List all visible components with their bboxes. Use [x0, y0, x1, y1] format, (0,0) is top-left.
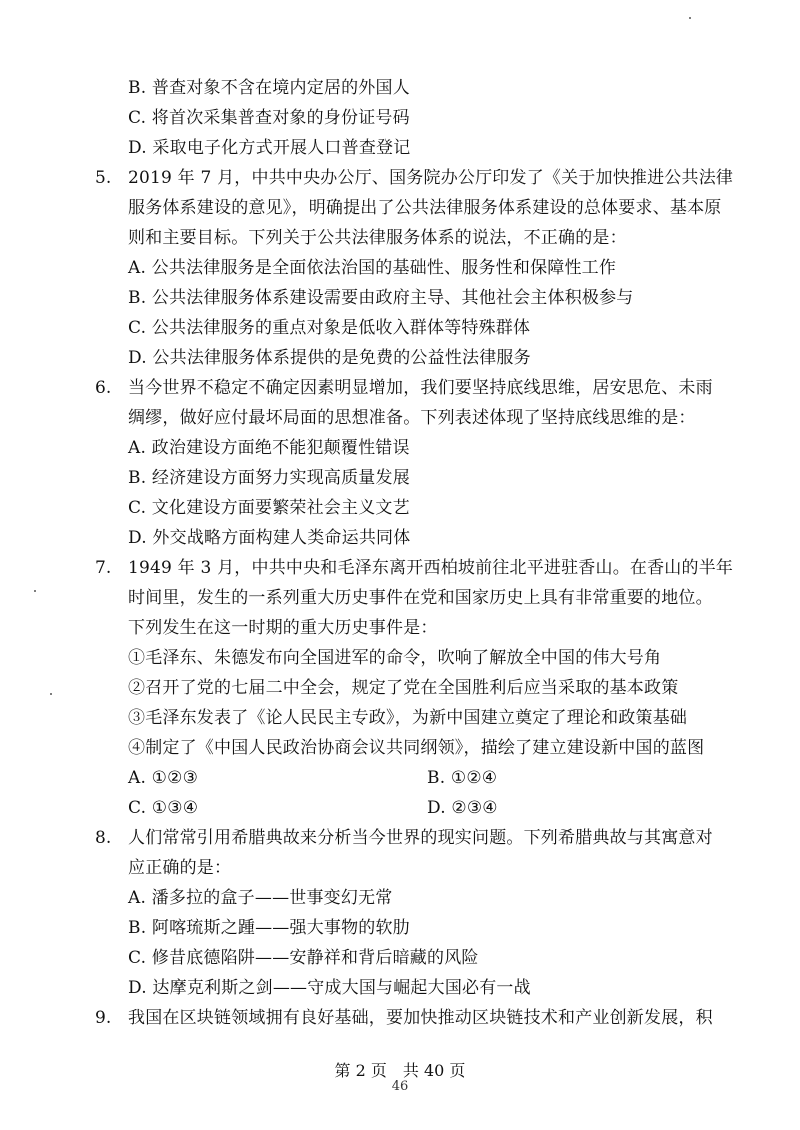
q7-stem-line-2: 时间里，发生的一系列重大历史事件在党和国家历史上具有非常重要的地位。 [128, 588, 713, 608]
q5-option-a: A. 公共法律服务是全面依法治国的基础性、服务性和保障性工作 [128, 258, 617, 278]
q7-item-1: ①毛泽东、朱德发布向全国进军的命令，吹响了解放全中国的伟大号角 [128, 648, 662, 668]
q7-option-c: C. ①③④ [128, 798, 199, 818]
q8-option-b: B. 阿喀琉斯之踵——强大事物的软肋 [128, 918, 410, 938]
q7-option-d: D. ②③④ [427, 798, 498, 818]
q4-option-d: D. 采取电子化方式开展人口普查登记 [128, 138, 411, 158]
q9-number: 9. [95, 1008, 112, 1028]
q8-number: 8. [95, 828, 112, 848]
q7-item-4: ④制定了《中国人民政治协商会议共同纲领》，描绘了建立建设新中国的蓝图 [128, 738, 705, 758]
q5-option-b: B. 公共法律服务体系建设需要由政府主导、其他社会主体积极参与 [128, 288, 634, 308]
q7-stem-line-3: 下列发生在这一时期的重大历史事件是： [128, 618, 438, 638]
q7-option-a: A. ①②③ [128, 768, 199, 788]
q7-item-3: ③毛泽东发表了《论人民民主专政》，为新中国建立奠定了理论和政策基础 [128, 708, 688, 728]
q9-stem-line-1: 我国在区块链领域拥有良好基础，要加快推动区块链技术和产业创新发展，积 [128, 1008, 713, 1028]
q5-stem-line-1: 2019 年 7 月，中共中央办公厅、国务院办公厅印发了《关于加快推进公共法律 [128, 168, 734, 188]
q6-stem-line-2: 绸缪，做好应付最坏局面的思想准备。下列表述体现了坚持底线思维的是： [128, 408, 696, 428]
q5-option-d: D. 公共法律服务体系提供的是免费的公益性法律服务 [128, 348, 531, 368]
q5-stem-line-2: 服务体系建设的意见》，明确提出了公共法律服务体系建设的总体要求、基本原 [128, 198, 722, 218]
q6-stem-line-1: 当今世界不稳定不确定因素明显增加，我们要坚持底线思维，居安思危、未雨 [128, 378, 713, 398]
q8-option-d: D. 达摩克利斯之剑——守成大国与崛起大国必有一战 [128, 978, 531, 998]
q4-option-c: C. 将首次采集普查对象的身份证号码 [128, 108, 410, 128]
q8-stem-line-2: 应正确的是： [128, 858, 232, 878]
page-label: 第 2 页 共 40 页 [334, 1061, 466, 1080]
q7-stem-line-1: 1949 年 3 月，中共中央和毛泽东离开西柏坡前往北平进驻香山。在香山的半年 [128, 558, 734, 578]
sheet-number: 46 [391, 1079, 409, 1094]
scan-speck [50, 693, 52, 695]
scan-speck [34, 590, 36, 592]
q8-option-c: C. 修昔底德陷阱——安静祥和背后暗藏的风险 [128, 948, 479, 968]
q7-number: 7. [95, 558, 112, 578]
q7-option-b: B. ①②④ [427, 768, 498, 788]
q8-option-a: A. 潘多拉的盒子——世事变幻无常 [128, 888, 393, 908]
q6-option-b: B. 经济建设方面努力实现高质量发展 [128, 468, 410, 488]
q7-item-2: ②召开了党的七届二中全会，规定了党在全国胜利后应当采取的基本政策 [128, 678, 679, 698]
q4-option-b: B. 普查对象不含在境内定居的外国人 [128, 78, 410, 98]
q5-number: 5. [95, 168, 112, 188]
scan-speck [689, 17, 691, 19]
q6-option-d: D. 外交战略方面构建人类命运共同体 [128, 528, 411, 548]
q6-option-a: A. 政治建设方面绝不能犯颠覆性错误 [128, 438, 410, 458]
q5-option-c: C. 公共法律服务的重点对象是低收入群体等特殊群体 [128, 318, 531, 338]
q6-number: 6. [95, 378, 112, 398]
q8-stem-line-1: 人们常常引用希腊典故来分析当今世界的现实问题。下列希腊典故与其寓意对 [128, 828, 713, 848]
q5-stem-line-3: 则和主要目标。下列关于公共法律服务体系的说法，不正确的是： [128, 228, 627, 248]
q6-option-c: C. 文化建设方面要繁荣社会主义文艺 [128, 498, 410, 518]
